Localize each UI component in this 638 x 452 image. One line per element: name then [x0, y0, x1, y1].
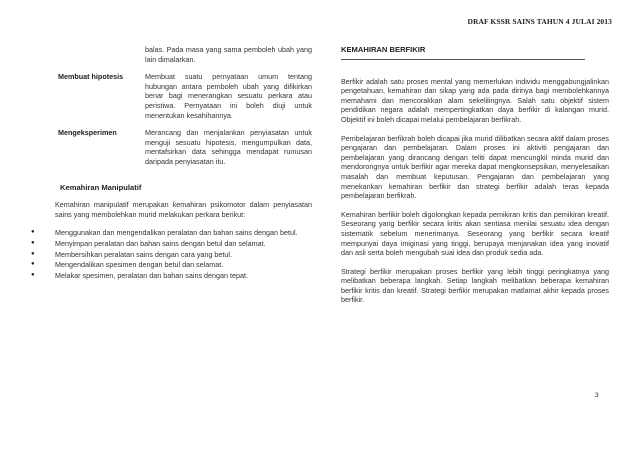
left-column	[40, 45, 312, 281]
paragraph: Pembelajaran berfikrah boleh dicapai jika murid dilibatkan secara aktif dalam proses pengajaran dan pembelajaran. Dalam proses ini aktiviti pengajaran dan pembelajaran yang dirancang dengan teliti dapat mencungkil minda murid dan mendorongnya untuk berfikir agar mereka dapat mengkonsepsikan, menyelesaikan masalah dan membuat keputusan. Pengajaran dan pembelajaran yang menekankan kemahiran berfikir dan strategi berfikir adalah teras kepada pembelajaran berfikrah.	[341, 133, 609, 201]
definition-term: Mengeksperimen	[58, 128, 117, 138]
bullet-list	[40, 228, 312, 280]
bullet-item: ● Menyimpan peralatan dan bahan sains dengan betul dan selamat.	[40, 239, 312, 249]
definition-row	[40, 128, 312, 166]
bullet-item: ● Mengendalikan spesimen dengan betul dan selamat.	[40, 260, 312, 270]
paragraph: Berfikir adalah satu proses mental yang memerlukan individu menggabungjalinkan pengetahuan, kemahiran dan sikap yang ada pada dirinya bagi membolehkannya memahami dan mencorakkan alam sekelilingnya. Salah satu objektif sistem pendidikan negara adalah mempertingkatkan daya berfikir di kalangan murid. Objektif ini boleh dicapai melalui pembelajaran berfikrah.	[341, 76, 609, 124]
bullet-item: ● Membersihkan peralatan sains dengan cara yang betul.	[40, 250, 312, 260]
paragraph: Strategi berfikir merupakan proses berfikir yang lebih tinggi peringkatnya yang melibatkan beberapa langkah. Setiap langkah melibatkan beberapa kemahiran berfikir kritis dan kreatif. Strategi berfikir merupakan matlamat akhir kepada proses berfikir.	[341, 266, 609, 305]
definition-text: balas. Pada masa yang sama pemboleh ubah yang lain dimalarkan.	[145, 45, 312, 64]
document-header: DRAF KSSR SAINS TAHUN 4 JULAI 2013	[467, 17, 612, 26]
section-title-manipulative: Kemahiran Manipulatif	[60, 182, 142, 192]
bullet-item: ● Menggunakan dan mengendalikan peralatan dan bahan sains dengan betul.	[40, 228, 312, 238]
section-title-thinking: KEMAHIRAN BERFIKIR	[341, 45, 585, 60]
paragraph: Kemahiran berfikir boleh digolongkan kepada pemikiran kritis dan pemikiran kreatif. Seseorang yang berfikir secara kritis akan sentiasa menilai sesuatu idea dengan sistematik sebelum menerimanya. Seseorang yang berfikir secara kreatif mempunyai daya imiginasi yang tinggi, berupaya menjanakan idea yang inovatif dan asli serta boleh mengubah suai idea dan produk sedia ada.	[341, 209, 609, 258]
definition-continuation	[40, 45, 312, 64]
bullet-item: ● Melakar spesimen, peralatan dan bahan sains dengan tepat.	[40, 271, 312, 281]
section-intro: Kemahiran manipulatif merupakan kemahiran psikomotor dalam penyiasatan sains yang membolehkan murid melakukan perkara berikut:	[55, 200, 312, 219]
right-column	[341, 45, 609, 314]
definition-row	[40, 72, 312, 120]
definition-text: Merancang dan menjalankan penyiasatan untuk menguji sesuatu hipotesis, mengumpulkan data, mentafsirkan data sehingga mendapat rumusan daripada penyiasatan itu.	[145, 128, 312, 166]
page-number: 3	[595, 392, 599, 399]
definition-text: Membuat suatu pernyataan umum tentang hubungan antara pemboleh ubah yang difikirkan benar bagi menerangkan sesuatu perkara atau peristiwa. Pernyataan ini boleh diuji untuk menentukan kesahihannya.	[145, 72, 312, 120]
definition-term: Membuat hipotesis	[58, 72, 124, 82]
